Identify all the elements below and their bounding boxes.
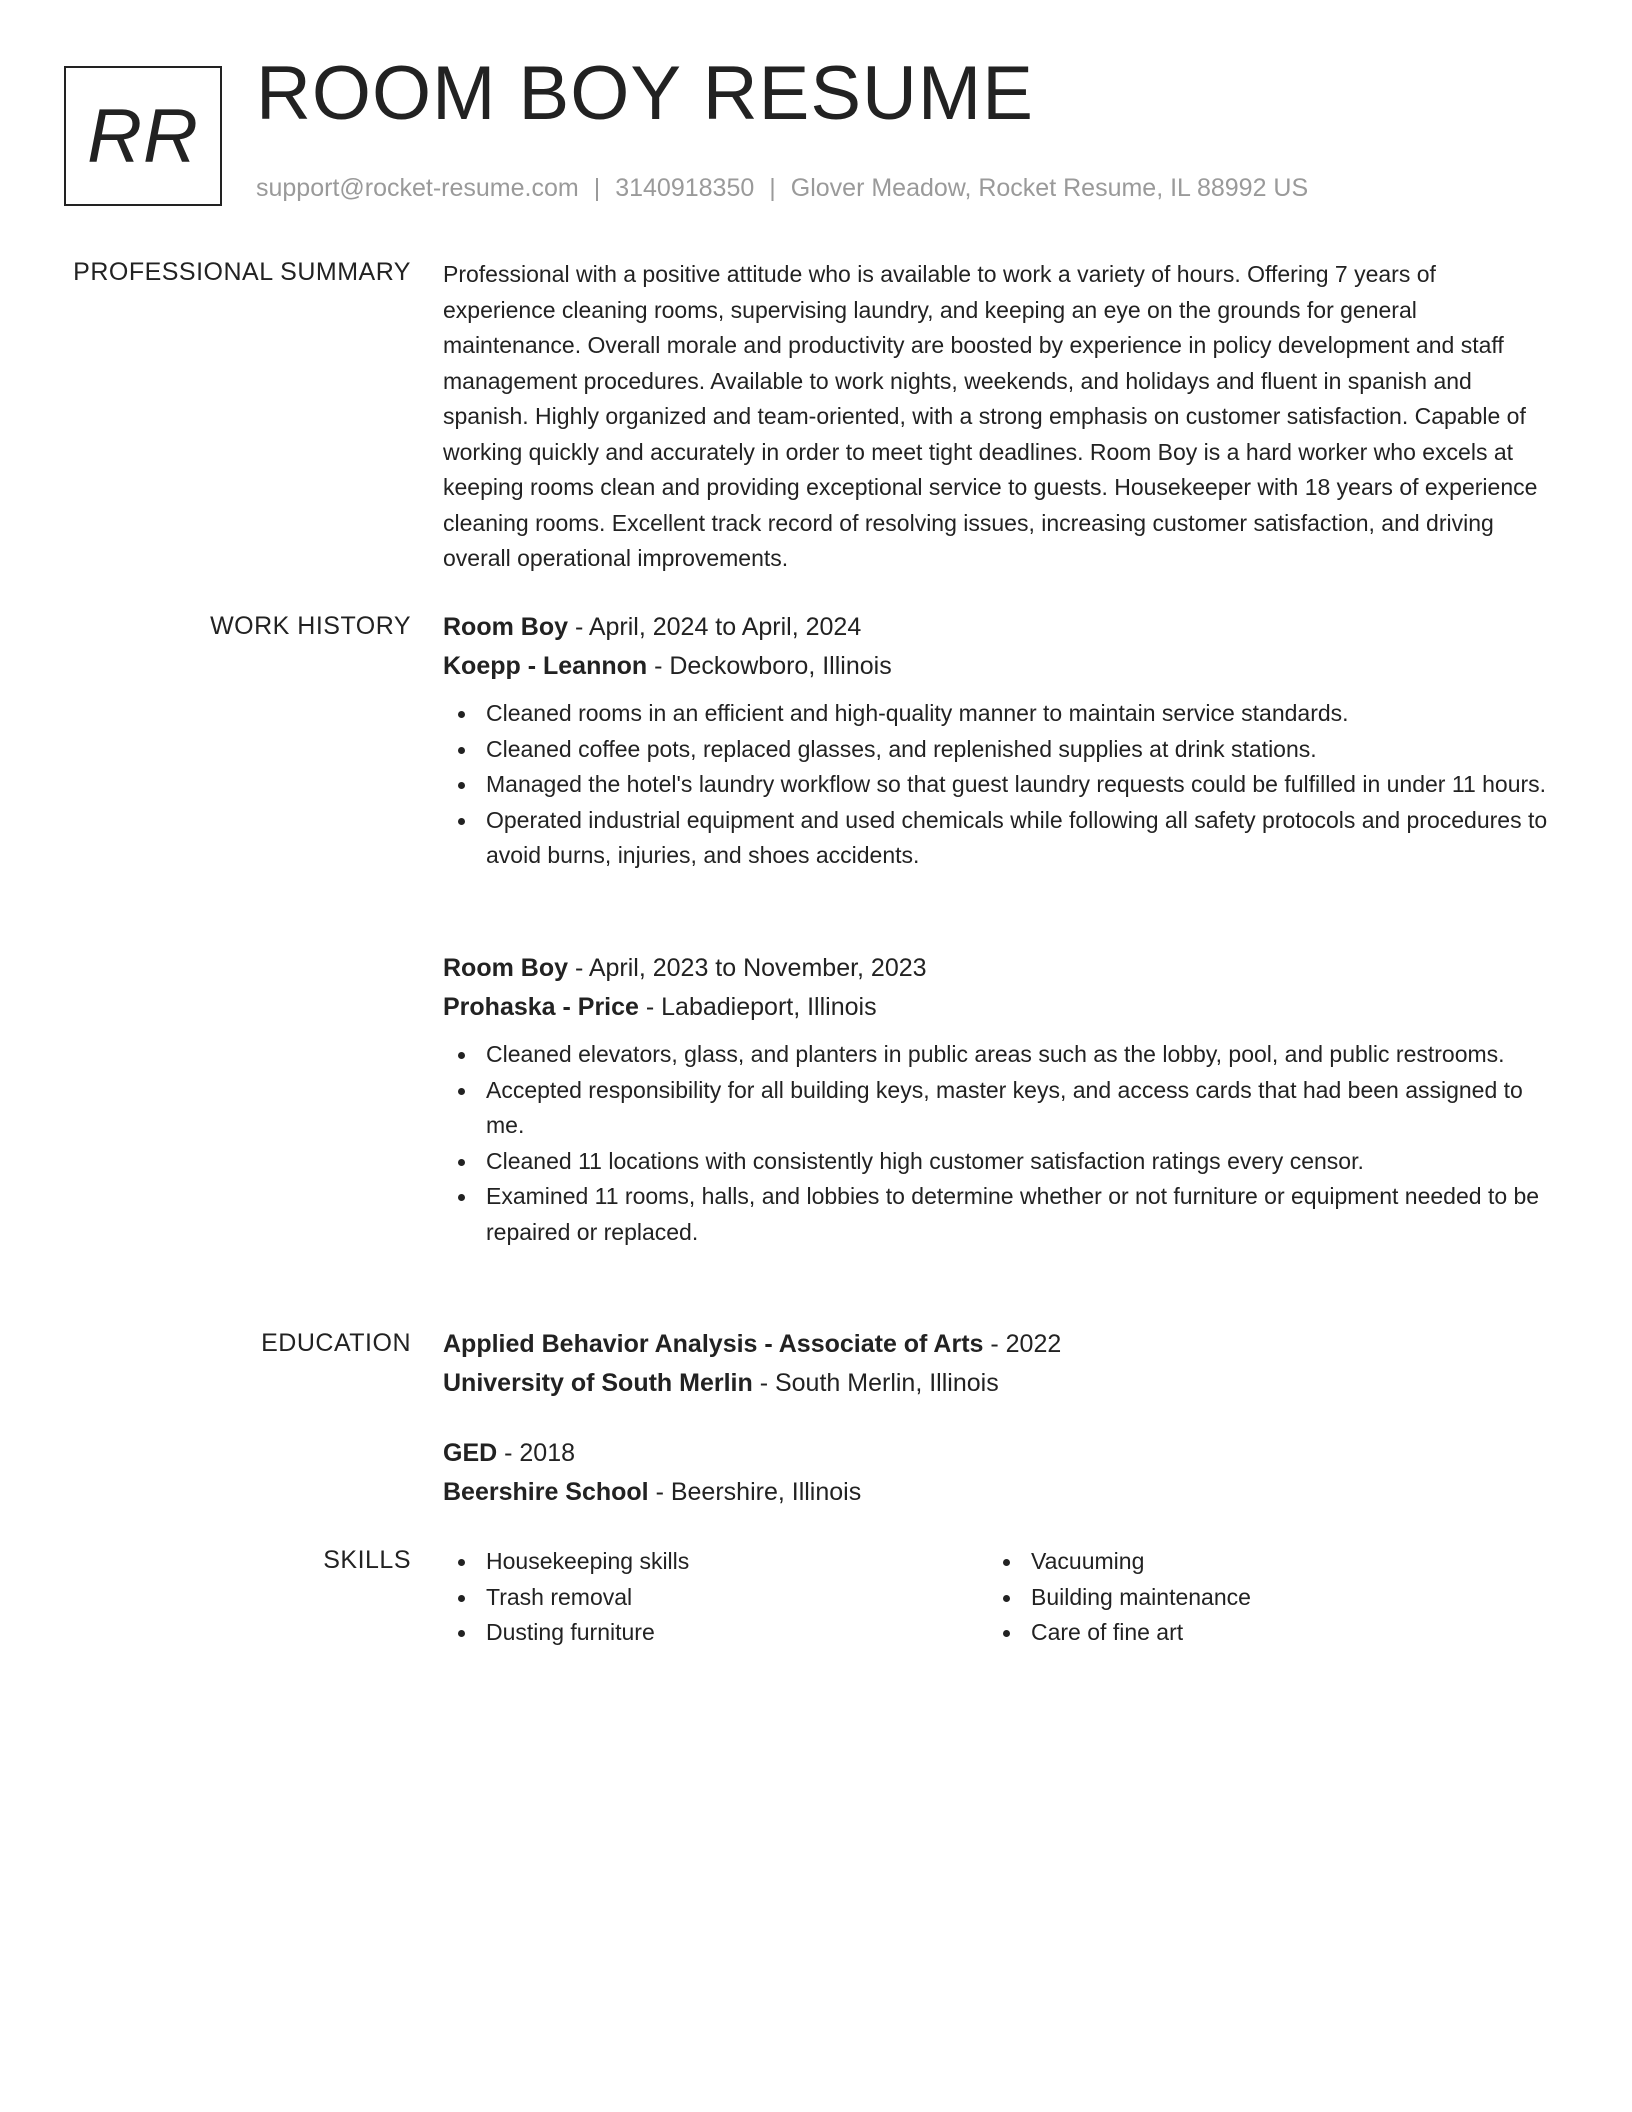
job-title: Room Boy	[443, 954, 568, 982]
contact-separator: |	[769, 174, 776, 202]
skill-item: Dusting furniture	[443, 1615, 988, 1651]
work-history-label: WORK HISTORY	[210, 612, 411, 640]
skill-item: Housekeeping skills	[443, 1544, 988, 1580]
job-location: - Deckowboro, Illinois	[647, 652, 892, 680]
degree-year: - 2022	[983, 1330, 1062, 1358]
job-company-line	[443, 647, 1553, 686]
list-item: Accepted responsibility for all building keys, master keys, and access cards that had been assigned to me.	[443, 1073, 1553, 1144]
job-duties-list	[443, 696, 1553, 874]
list-item: Managed the hotel's laundry workflow so that guest laundry requests could be fulfilled in under 11 hours.	[443, 767, 1553, 803]
monogram: RR	[64, 66, 222, 206]
list-item: Examined 11 rooms, halls, and lobbies to determine whether or not furniture or equipment needed to be repaired or replaced.	[443, 1179, 1553, 1250]
list-item: Cleaned 11 locations with consistently high customer satisfaction ratings every censor.	[443, 1144, 1553, 1180]
summary-label: PROFESSIONAL SUMMARY	[73, 258, 411, 286]
school-location: - Beershire, Illinois	[648, 1478, 862, 1506]
list-item: Operated industrial equipment and used chemicals while following all safety protocols and procedures to avoid burns, injuries, and shoes accidents.	[443, 803, 1553, 874]
job-dates: - April, 2023 to November, 2023	[568, 954, 927, 982]
school: Beershire School	[443, 1478, 649, 1506]
job-duties-list	[443, 1037, 1553, 1250]
contact-email: support@rocket-resume.com	[256, 174, 579, 202]
job-title: Room Boy	[443, 613, 568, 641]
skill-item: Building maintenance	[988, 1580, 1533, 1616]
list-item: Cleaned elevators, glass, and planters in public areas such as the lobby, pool, and public restrooms.	[443, 1037, 1553, 1073]
job-company: Prohaska - Price	[443, 993, 639, 1021]
skills-label: SKILLS	[323, 1546, 411, 1574]
summary-text: Professional with a positive attitude who is available to work a variety of hours. Offering 7 years of experience cleaning rooms, supervising laundry, and keeping an eye on the grounds for general maintenance. Overall morale and productivity are boosted by experience in policy development and staff management procedures. Available to work nights, weekends, and holidays and fluent in spanish and spanish. Highly organized and team-oriented, with a strong emphasis on customer satisfaction. Capable of working quickly and accurately in order to meet tight deadlines. Room Boy is a hard worker who excels at keeping rooms clean and providing exceptional service to guests. Housekeeper with 18 years of experience cleaning rooms. Excellent track record of resolving issues, increasing customer satisfaction, and driving overall operational improvements.	[443, 261, 1538, 571]
skill-item: Vacuuming	[988, 1544, 1533, 1580]
school-line	[443, 1364, 1553, 1403]
job-title-line	[443, 949, 1553, 988]
degree: Applied Behavior Analysis - Associate of Arts	[443, 1330, 984, 1358]
skill-item: Trash removal	[443, 1580, 988, 1616]
education-entry	[443, 1434, 1553, 1512]
job-entry	[443, 949, 1553, 1250]
skill-item: Care of fine art	[988, 1615, 1533, 1651]
school: University of South Merlin	[443, 1369, 753, 1397]
contact-line	[256, 174, 1308, 203]
page-title: ROOM BOY RESUME	[256, 51, 1034, 136]
degree: GED	[443, 1439, 498, 1467]
job-title-line	[443, 608, 1553, 647]
skills-list	[443, 1544, 1553, 1651]
school-line	[443, 1473, 1553, 1512]
contact-phone: 3140918350	[615, 174, 755, 202]
job-location: - Labadieport, Illinois	[638, 993, 877, 1021]
education-entry	[443, 1325, 1553, 1403]
list-item: Cleaned coffee pots, replaced glasses, and replenished supplies at drink stations.	[443, 732, 1553, 768]
skills-column-left	[443, 1544, 988, 1651]
job-company-line	[443, 988, 1553, 1027]
job-company: Koepp - Leannon	[443, 652, 648, 680]
job-entry	[443, 608, 1553, 874]
education-label: EDUCATION	[261, 1329, 411, 1357]
degree-line	[443, 1325, 1553, 1364]
degree-year: - 2018	[497, 1439, 576, 1467]
list-item: Cleaned rooms in an efficient and high-quality manner to maintain service standards.	[443, 696, 1553, 732]
degree-line	[443, 1434, 1553, 1473]
skills-column-right	[988, 1544, 1533, 1651]
contact-address: Glover Meadow, Rocket Resume, IL 88992 US	[790, 174, 1309, 202]
job-dates: - April, 2024 to April, 2024	[568, 613, 862, 641]
school-location: - South Merlin, Illinois	[752, 1369, 999, 1397]
contact-separator: |	[593, 174, 601, 202]
